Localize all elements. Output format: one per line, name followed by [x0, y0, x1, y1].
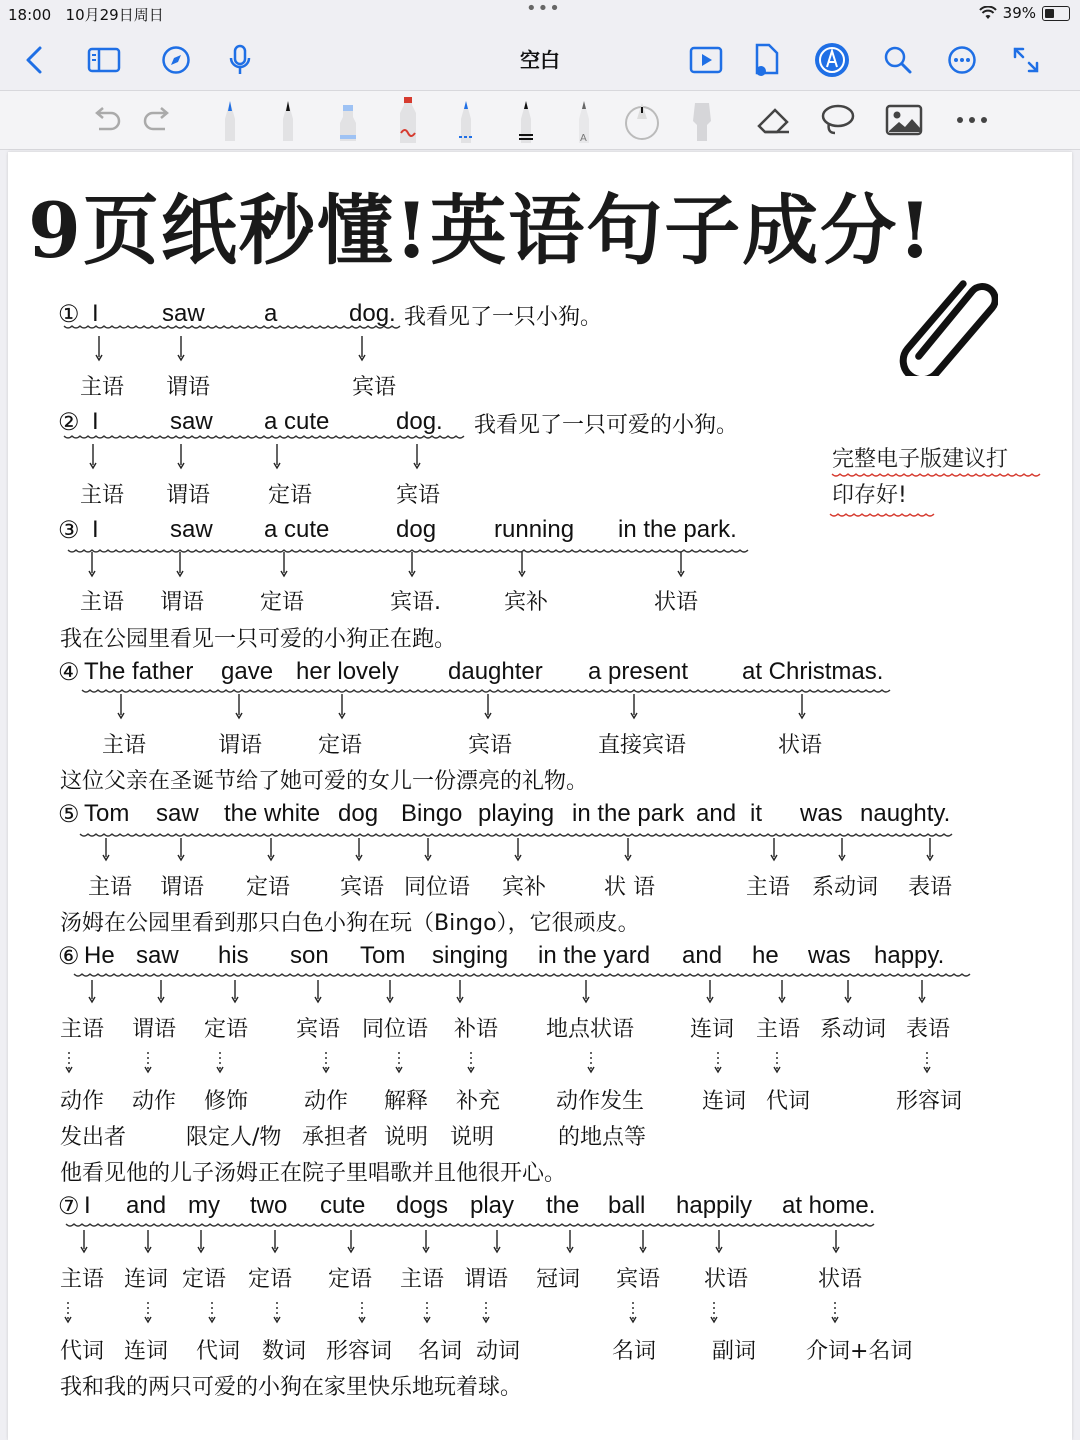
s4-arrow [339, 694, 345, 718]
s7-role-label: 谓语 [464, 1267, 509, 1292]
status-time: 18:00 [8, 6, 52, 24]
print-note-line1: 完整电子版建议打 [832, 447, 1009, 472]
s6-role-label: 宾语 [296, 1017, 341, 1042]
note-red-underline [830, 514, 934, 516]
s2-word: saw [170, 408, 213, 435]
s5-role-label: 主语 [88, 875, 133, 900]
s7-role-label: 状语 [818, 1267, 863, 1292]
s3-role-label: 状语 [654, 590, 699, 615]
black-pen-icon[interactable] [506, 99, 546, 141]
s7-arrow [716, 1230, 722, 1252]
s7-role-label: 宾语 [616, 1267, 661, 1292]
s7-part-of-speech: 形容词 [326, 1339, 393, 1364]
s2-number: ② [58, 409, 80, 436]
s7-part-of-speech: 连词 [124, 1339, 169, 1364]
s6-part-of-speech: 解释 [384, 1089, 429, 1114]
s3-word: I [92, 516, 99, 543]
s6-explanation: 承担者 [302, 1125, 369, 1150]
s7-dotted-arrow [145, 1302, 151, 1322]
s6-word: and [682, 942, 723, 969]
play-icon[interactable] [688, 42, 724, 78]
s6-arrow [919, 980, 925, 1002]
s7-role-label: 冠词 [536, 1267, 581, 1292]
s6-dotted-arrow [588, 1052, 594, 1072]
battery-icon [1042, 6, 1070, 21]
s2-role-label: 主语 [80, 483, 125, 508]
s7-word: play [470, 1192, 515, 1219]
s6-dotted-arrow [774, 1052, 780, 1072]
undo-icon[interactable] [86, 99, 126, 141]
s6-role-label: 表语 [906, 1017, 951, 1042]
s7-part-of-speech: 代词 [60, 1339, 105, 1364]
s6-arrow [89, 980, 95, 1002]
s4-arrow [631, 694, 637, 718]
s6-arrow [845, 980, 851, 1002]
s7-dotted-arrow [359, 1302, 365, 1322]
s3-underline [68, 550, 748, 552]
blue-pen-icon[interactable] [446, 99, 486, 141]
s1-role-label: 宾语 [352, 375, 397, 400]
s7-part-of-speech: 名词 [418, 1339, 463, 1364]
s1-word: a [264, 300, 278, 327]
s7-part-of-speech: 数词 [262, 1339, 307, 1364]
s6-part-of-speech: 动作 [132, 1089, 177, 1114]
s6-part-of-speech: 连词 [702, 1089, 747, 1114]
s6-explanation: 发出者 [60, 1125, 127, 1150]
note-page[interactable] [8, 152, 1072, 1440]
s3-word: saw [170, 516, 213, 543]
s6-dotted-arrow [715, 1052, 721, 1072]
s6-word: singing [432, 942, 509, 969]
compass-icon[interactable] [158, 42, 194, 78]
s4-word: daughter [448, 658, 543, 685]
s5-arrow [839, 838, 845, 860]
s5-word: was [800, 800, 843, 827]
s6-word: Tom [360, 942, 406, 969]
s6-arrow [387, 980, 393, 1002]
s3-arrow [89, 552, 95, 576]
s1-role-label: 谓语 [166, 375, 211, 400]
s7-word: I [84, 1192, 91, 1219]
s3-word: in the park. [618, 516, 737, 543]
top-toolbar [0, 30, 1080, 88]
s5-word: in the park [572, 800, 685, 827]
s4-underline [82, 690, 890, 692]
s6-dotted-arrow [396, 1052, 402, 1072]
s7-role-label: 定语 [182, 1267, 227, 1292]
s4-role-label: 主语 [102, 733, 147, 758]
s4-word: at Christmas. [742, 658, 884, 685]
s5-word: dog [338, 800, 379, 827]
s3-arrow [409, 552, 415, 576]
s6-arrow [232, 980, 238, 1002]
s6-arrow [315, 980, 321, 1002]
share-document-icon[interactable] [748, 42, 784, 78]
s7-role-label: 定语 [328, 1267, 373, 1292]
s2-role-label: 谓语 [166, 483, 211, 508]
s4-arrow [118, 694, 124, 718]
s7-arrow [348, 1230, 354, 1252]
s7-word: at home. [782, 1192, 876, 1219]
page-title: 9页纸秒懂!英语句子成分! [28, 186, 934, 275]
s6-word: in the yard [538, 942, 651, 969]
s6-number: ⑥ [58, 943, 80, 970]
more-options-icon[interactable] [944, 42, 980, 78]
s4-role-label: 宾语 [468, 733, 513, 758]
s5-arrow [103, 838, 109, 860]
s7-underline [66, 1224, 874, 1226]
s7-part-of-speech: 副词 [712, 1339, 757, 1364]
s2-word: a cute [264, 408, 330, 435]
sidebar-icon[interactable] [86, 42, 122, 78]
s6-word: saw [136, 942, 179, 969]
s4-word: a present [588, 658, 689, 685]
s5-word: and [696, 800, 737, 827]
s6-explanation: 的地点等 [558, 1125, 647, 1150]
s1-arrow [178, 336, 184, 360]
search-icon[interactable] [880, 42, 916, 78]
s4-role-label: 直接宾语 [598, 733, 687, 758]
s7-arrow [272, 1230, 278, 1252]
s2-arrow [414, 444, 420, 468]
s7-dotted-arrow [424, 1302, 430, 1322]
s7-word: ball [608, 1192, 646, 1219]
s6-word: his [218, 942, 249, 969]
s6-arrow [779, 980, 785, 1002]
s6-role-label: 主语 [756, 1017, 801, 1042]
s2-word: dog. [396, 408, 443, 435]
multitask-dots-icon[interactable]: ••• [526, 0, 561, 19]
s7-role-label: 主语 [400, 1267, 445, 1292]
s5-arrow [771, 838, 777, 860]
s6-part-of-speech: 形容词 [896, 1089, 963, 1114]
s6-role-label: 地点状语 [546, 1017, 635, 1042]
redo-icon[interactable] [138, 99, 178, 141]
s5-role-label: 同位语 [404, 875, 471, 900]
note-red-underline [832, 474, 1040, 476]
s7-arrow [198, 1230, 204, 1252]
s6-role-label: 主语 [60, 1017, 105, 1042]
s4-role-label: 状语 [778, 733, 823, 758]
s5-role-label: 主语 [746, 875, 791, 900]
s7-arrow [640, 1230, 646, 1252]
s6-role-label: 同位语 [362, 1017, 429, 1042]
s7-role-label: 连词 [124, 1267, 169, 1292]
s2-chinese-inline: 我看见了一只可爱的小狗。 [474, 413, 739, 438]
print-note-line2: 印存好! [832, 483, 907, 508]
s7-part-of-speech: 动词 [476, 1339, 521, 1364]
s6-word: happy. [874, 942, 945, 969]
microphone-icon[interactable] [222, 42, 258, 78]
s1-arrow [359, 336, 365, 360]
s3-arrow [281, 552, 287, 576]
s7-word: the [546, 1192, 580, 1219]
s1-chinese-inline: 我看见了一只小狗。 [404, 305, 603, 330]
s5-role-label: 系动词 [812, 875, 879, 900]
s1-word: I [92, 300, 99, 327]
s3-arrow [177, 552, 183, 576]
s6-explanation: 说明 [384, 1125, 429, 1150]
s4-arrow [485, 694, 491, 718]
lasso-icon[interactable] [818, 99, 858, 141]
fountain-pen-icon[interactable] [210, 99, 250, 141]
s5-word: Bingo [401, 800, 463, 827]
s4-role-label: 谓语 [218, 733, 263, 758]
s3-chinese-translation: 我在公园里看见一只可爱的小狗正在跑。 [60, 627, 457, 652]
s6-dotted-arrow [924, 1052, 930, 1072]
wifi-icon [979, 6, 997, 20]
s6-part-of-speech: 动作发生 [556, 1089, 645, 1114]
status-date: 10月29日周日 [65, 6, 164, 24]
s5-arrow [356, 838, 362, 860]
s3-role-label: 谓语 [160, 590, 205, 615]
s7-role-label: 状语 [704, 1267, 749, 1292]
s6-word: was [808, 942, 851, 969]
pen-tools-bar [0, 90, 1080, 150]
s1-word: saw [162, 300, 205, 327]
s7-part-of-speech: 代词 [196, 1339, 241, 1364]
s3-word: running [494, 516, 575, 543]
s6-arrow [583, 980, 589, 1002]
s5-word: Tom [84, 800, 130, 827]
s2-arrow [90, 444, 96, 468]
s6-dotted-arrow [468, 1052, 474, 1072]
s6-dotted-arrow [145, 1052, 151, 1072]
s5-underline [80, 834, 952, 836]
s2-role-label: 宾语 [396, 483, 441, 508]
s5-arrow [178, 838, 184, 860]
s6-explanation: 限定人/物 [186, 1125, 282, 1150]
back-icon[interactable] [16, 42, 52, 78]
eraser-icon[interactable] [754, 99, 794, 141]
s6-part-of-speech: 补充 [456, 1089, 501, 1114]
image-icon[interactable] [884, 99, 924, 141]
s7-arrow [494, 1230, 500, 1252]
s5-number: ⑤ [58, 801, 80, 828]
ballpoint-pen-icon[interactable] [268, 99, 308, 141]
s7-dotted-arrow [209, 1302, 215, 1322]
s7-dotted-arrow [65, 1302, 71, 1322]
s5-arrow [425, 838, 431, 860]
s4-word: her lovely [296, 658, 399, 685]
s6-dotted-arrow [217, 1052, 223, 1072]
s6-part-of-speech: 代词 [766, 1089, 811, 1114]
s6-role-label: 谓语 [132, 1017, 177, 1042]
s6-role-label: 系动词 [820, 1017, 887, 1042]
s3-role-label: 主语 [80, 590, 125, 615]
s2-arrow [178, 444, 184, 468]
s6-explanation: 说明 [450, 1125, 495, 1150]
s3-word: dog [396, 516, 437, 543]
s6-word: he [752, 942, 779, 969]
s7-dotted-arrow [711, 1302, 717, 1322]
battery-percent: 39% [1002, 4, 1036, 22]
s7-dotted-arrow [630, 1302, 636, 1322]
s7-arrow [833, 1230, 839, 1252]
s6-arrow [158, 980, 164, 1002]
s7-word: two [250, 1192, 288, 1219]
s3-arrow [678, 552, 684, 576]
s6-word: He [84, 942, 115, 969]
s4-role-label: 定语 [318, 733, 363, 758]
s3-word: a cute [264, 516, 330, 543]
s5-arrow [268, 838, 274, 860]
s6-role-label: 补语 [454, 1017, 499, 1042]
red-marker-icon[interactable] [388, 99, 428, 141]
s1-word: dog. [349, 300, 396, 327]
s3-role-label: 宾补 [504, 590, 549, 615]
s3-number: ③ [58, 517, 80, 544]
svg-text:A: A [580, 133, 587, 143]
s5-arrow [515, 838, 521, 860]
s4-number: ④ [58, 659, 80, 686]
s2-role-label: 定语 [268, 483, 313, 508]
s7-word: my [188, 1192, 220, 1219]
s4-chinese-translation: 这位父亲在圣诞节给了她可爱的女儿一份漂亮的礼物。 [60, 769, 589, 794]
s4-word: The father [84, 658, 194, 685]
status-bar [0, 0, 1080, 28]
s7-word: cute [320, 1192, 366, 1219]
s7-dotted-arrow [483, 1302, 489, 1322]
s7-arrow [567, 1230, 573, 1252]
s6-part-of-speech: 修饰 [204, 1089, 249, 1114]
s5-role-label: 宾语 [340, 875, 385, 900]
s7-arrow [81, 1230, 87, 1252]
s4-arrow [799, 694, 805, 718]
s5-role-label: 状 语 [604, 875, 655, 900]
s5-role-label: 谓语 [160, 875, 205, 900]
s5-arrow [625, 838, 631, 860]
s1-arrow [96, 336, 102, 360]
s6-part-of-speech: 动作 [60, 1089, 105, 1114]
s5-word: the white [224, 800, 321, 827]
s1-number: ① [58, 301, 80, 328]
s3-arrow [519, 552, 525, 576]
s7-part-of-speech: 介词+名词 [806, 1339, 913, 1364]
s6-arrow [457, 980, 463, 1002]
s2-arrow [274, 444, 280, 468]
s5-word: it [750, 800, 762, 827]
s7-word: happily [676, 1192, 753, 1219]
s7-word: dogs [396, 1192, 449, 1219]
s7-arrow [423, 1230, 429, 1252]
s5-word: playing [478, 800, 555, 827]
s7-chinese-translation: 我和我的两只可爱的小狗在家里快乐地玩着球。 [60, 1375, 523, 1400]
s7-dotted-arrow [274, 1302, 280, 1322]
s5-role-label: 定语 [246, 875, 291, 900]
s4-arrow [236, 694, 242, 718]
pencil-icon[interactable] [564, 99, 604, 141]
s3-role-label: 宾语. [390, 590, 441, 615]
s5-word: naughty. [860, 800, 951, 827]
s5-role-label: 宾补 [502, 875, 547, 900]
annotation-overlay [8, 152, 1072, 1440]
s6-part-of-speech: 动作 [304, 1089, 349, 1114]
s6-word: son [290, 942, 329, 969]
s6-dotted-arrow [323, 1052, 329, 1072]
s7-number: ⑦ [58, 1193, 80, 1220]
s5-chinese-translation: 汤姆在公园里看到那只白色小狗在玩（Bingo），它很顽皮。 [60, 911, 640, 936]
s6-dotted-arrow [66, 1052, 72, 1072]
s6-arrow [707, 980, 713, 1002]
s2-underline [64, 436, 464, 438]
pen-mode-icon[interactable] [814, 42, 850, 78]
document-title: 空白 [520, 48, 560, 72]
s4-word: gave [221, 658, 274, 685]
s7-role-label: 定语 [248, 1267, 293, 1292]
more-tools-icon[interactable] [952, 99, 992, 141]
s6-role-label: 连词 [690, 1017, 735, 1042]
s6-chinese-translation: 他看见他的儿子汤姆正在院子里唱歌并且他很开心。 [60, 1161, 567, 1186]
fill-tool-icon[interactable] [682, 99, 722, 141]
highlighter-icon[interactable] [328, 99, 368, 141]
s5-role-label: 表语 [908, 875, 953, 900]
s7-dotted-arrow [832, 1302, 838, 1322]
s6-role-label: 定语 [204, 1017, 249, 1042]
s5-word: saw [156, 800, 199, 827]
s2-word: I [92, 408, 99, 435]
s1-role-label: 主语 [80, 375, 125, 400]
s7-role-label: 主语 [60, 1267, 105, 1292]
s7-word: and [126, 1192, 167, 1219]
s7-part-of-speech: 名词 [612, 1339, 657, 1364]
s7-arrow [145, 1230, 151, 1252]
expand-icon[interactable] [1008, 42, 1044, 78]
s5-arrow [927, 838, 933, 860]
s3-role-label: 定语 [260, 590, 305, 615]
ruler-tool-icon[interactable] [622, 99, 662, 141]
s6-underline [74, 974, 970, 976]
